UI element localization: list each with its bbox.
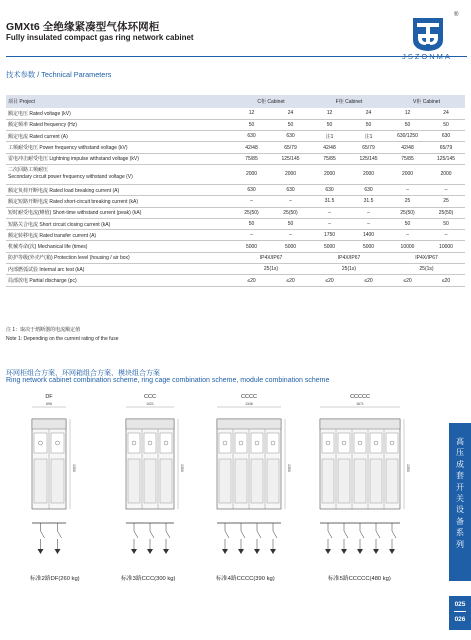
note-en: Note 1: Depending on the current rating of the fuse <box>6 336 119 342</box>
mimic-panel <box>51 433 64 453</box>
row-label-cn: 二次回路工频耐压 <box>8 167 49 174</box>
cell: 630 <box>427 131 465 142</box>
cell: 25(1s) <box>232 264 310 275</box>
table-row <box>6 230 465 241</box>
cable-compartment-door <box>51 459 64 503</box>
cabinet-top-box <box>320 419 400 429</box>
caption-df: 标准2路DF(260 kg) <box>30 576 80 582</box>
cell: – <box>310 207 349 218</box>
cable-compartment-door <box>160 459 172 503</box>
cell: – <box>427 230 465 241</box>
cell: IP4X/IP67 <box>388 252 465 263</box>
cabinet-top-box <box>217 419 281 429</box>
cell: 75/85 <box>388 153 427 164</box>
unit-width-label: 1346 <box>245 402 253 406</box>
mimic-panel <box>128 433 140 453</box>
row-label: 雷电冲击耐受电压 Lightning impulse withstand voltage (kV) <box>6 153 232 164</box>
cell: ≤20 <box>232 275 271 286</box>
table-row <box>6 153 465 164</box>
cable-compartment-door <box>128 459 140 503</box>
cell: 50 <box>388 119 427 130</box>
note-cn: 注 1：取决于熔断器的电流额定值 <box>6 327 81 333</box>
header-rule <box>6 56 467 57</box>
cell: 2000 <box>271 164 310 184</box>
cell: 25(50) <box>427 207 465 218</box>
unit-height-label: 1350 <box>287 464 291 472</box>
cable-termination-symbol <box>325 549 331 554</box>
cable-termination-symbol <box>163 549 169 554</box>
parameters-table <box>6 95 465 287</box>
cell: 50 <box>271 119 310 130</box>
cell: ≤20 <box>310 275 349 286</box>
unit-name: DF <box>45 394 53 400</box>
cable-termination-symbol <box>147 549 153 554</box>
cell: 125/145 <box>349 153 388 164</box>
cell: 65/79 <box>349 142 388 153</box>
table-row <box>6 207 465 218</box>
cell: 5000 <box>349 241 388 252</box>
cell: 42/48 <box>388 142 427 153</box>
switch-blade <box>257 531 261 538</box>
header-group-c: C柜 Cabinet <box>232 95 310 108</box>
mimic-panel <box>338 433 350 453</box>
mimic-panel <box>386 433 398 453</box>
cell: 10000 <box>427 241 465 252</box>
cell: IP4X/IP67 <box>310 252 388 263</box>
switch-blade <box>273 531 277 538</box>
row-label: 额定电压 Rated voltage (kV) <box>6 108 232 119</box>
row-label: 工频耐受电压 Power frequency withstand voltage (kV) <box>6 142 232 153</box>
cell: 5000 <box>232 241 271 252</box>
tech-section-title: 技术参数 / Technical Parameters <box>6 70 112 79</box>
switch-blade <box>241 531 245 538</box>
cell: 1400 <box>349 230 388 241</box>
cell: IP4X/IP67 <box>232 252 310 263</box>
cell: 24 <box>427 108 465 119</box>
cell: 12 <box>310 108 349 119</box>
cell: 2000 <box>427 164 465 184</box>
cable-compartment-door <box>386 459 398 503</box>
switch-blade <box>225 531 229 538</box>
table-row <box>6 196 465 207</box>
mimic-panel <box>354 433 366 453</box>
category-side-tab <box>449 423 471 581</box>
cell: 50 <box>232 218 271 229</box>
cell: 630/1250 <box>388 131 427 142</box>
registered-mark: ® <box>454 12 459 18</box>
page-number-divider <box>454 611 466 612</box>
cell: 2000 <box>349 164 388 184</box>
row-label: 额定负荷开断电流 Rated load breaking current (A) <box>6 184 232 195</box>
cell: 125/145 <box>427 153 465 164</box>
cell: 1750 <box>310 230 349 241</box>
cabinet-top-box <box>126 419 174 429</box>
brand-mark-icon <box>409 14 447 52</box>
cable-termination-symbol <box>373 549 379 554</box>
row-label: 额定电流 Rated current (A) <box>6 131 232 142</box>
row-label: 短时耐受电流(峰值) Short-time withstand current (peak) (kA) <box>6 207 232 218</box>
cabinet-top-box <box>32 419 66 429</box>
cell: 12 <box>232 108 271 119</box>
cell: – <box>271 196 310 207</box>
cell: 50 <box>271 218 310 229</box>
caption-ccc: 标准3路CCC(300 kg) <box>121 576 176 582</box>
cell: – <box>349 218 388 229</box>
cell: 50 <box>349 119 388 130</box>
cable-compartment-door <box>267 459 279 503</box>
caption-ccccc: 标准5路CCCCC(480 kg) <box>328 576 391 582</box>
cable-termination-symbol <box>238 549 244 554</box>
cable-compartment-door <box>338 459 350 503</box>
cell: 2000 <box>310 164 349 184</box>
cell: 24 <box>349 108 388 119</box>
unit-height-label: 1350 <box>72 464 76 472</box>
switch-blade <box>344 531 348 538</box>
row-label-en: Secondary circuit power frequency withstand voltage (V) <box>8 174 133 181</box>
header-project: 项目 Project <box>6 95 232 108</box>
table-row <box>6 142 465 153</box>
cell: 25(1s) <box>310 264 388 275</box>
cable-termination-symbol <box>222 549 228 554</box>
switch-blade <box>328 531 332 538</box>
cell: – <box>388 184 427 195</box>
cell: 65/79 <box>271 142 310 153</box>
mimic-panel <box>322 433 334 453</box>
cable-compartment-door <box>235 459 247 503</box>
cell: 42/48 <box>232 142 271 153</box>
table-row <box>6 275 465 286</box>
cell: ≤20 <box>349 275 388 286</box>
cabinet-diagram <box>26 393 436 593</box>
cell: 50 <box>232 119 271 130</box>
mimic-panel <box>144 433 156 453</box>
cell: 25 <box>388 196 427 207</box>
cell: ≤20 <box>388 275 427 286</box>
cell: 25(50) <box>232 207 271 218</box>
cable-compartment-door <box>34 459 47 503</box>
cable-termination-symbol <box>38 549 44 554</box>
cell: 50 <box>310 119 349 130</box>
row-label: 局部放电 Partial discharge (pc) <box>6 275 232 286</box>
cell: 5000 <box>271 241 310 252</box>
unit-name: CCCC <box>241 394 257 400</box>
header-group-v: V柜 Cabinet <box>388 95 465 108</box>
page-number-first: 025 <box>454 601 466 608</box>
side-tab-label: 高压成套开关设备系列 <box>456 437 464 549</box>
cabinet-diagram-svg <box>26 393 436 593</box>
cell: 630 <box>232 184 271 195</box>
cell: 24 <box>271 108 310 119</box>
switch-blade <box>150 531 154 538</box>
row-label: 额定转移电流 Rated transfer current (A) <box>6 230 232 241</box>
table-row <box>6 184 465 195</box>
cell: 125/145 <box>271 153 310 164</box>
cable-termination-symbol <box>389 549 395 554</box>
header-group-f: F柜 Cabinet <box>310 95 388 108</box>
cell: – <box>427 184 465 195</box>
cable-compartment-door <box>251 459 263 503</box>
table-row <box>6 252 465 263</box>
cell: 10000 <box>388 241 427 252</box>
row-label: 额定短路开断电流 Rated short-circuit breaking current (kA) <box>6 196 232 207</box>
cell: 630 <box>310 184 349 195</box>
cable-termination-symbol <box>341 549 347 554</box>
row-label: 机械寿命(次) Mechanical life (times) <box>6 241 232 252</box>
switch-blade <box>166 531 170 538</box>
cell: – <box>232 230 271 241</box>
cell: – <box>271 230 310 241</box>
unit-width-label: 1021 <box>146 402 154 406</box>
cell: 42/48 <box>310 142 349 153</box>
cell: – <box>232 196 271 207</box>
cell: 25(50) <box>388 207 427 218</box>
table-row <box>6 119 465 130</box>
cell: 50 <box>427 119 465 130</box>
combo-section-title-en: Ring network cabinet combination scheme, ring cage combination scheme, module combination scheme <box>6 377 330 384</box>
cell: 12 <box>388 108 427 119</box>
switch-blade <box>376 531 380 538</box>
cable-compartment-door <box>219 459 231 503</box>
cable-compartment-door <box>144 459 156 503</box>
page-number-second: 026 <box>454 616 466 623</box>
cell: 50 <box>427 218 465 229</box>
cable-termination-symbol <box>131 549 137 554</box>
table-row <box>6 241 465 252</box>
table-row <box>6 131 465 142</box>
cell: 31.5 <box>310 196 349 207</box>
page-number-box <box>449 596 471 630</box>
cell: – <box>349 207 388 218</box>
table-row <box>6 218 465 229</box>
cell: – <box>388 230 427 241</box>
switch-blade <box>392 531 396 538</box>
cable-termination-symbol <box>270 549 276 554</box>
cell: 2000 <box>232 164 271 184</box>
cable-termination-symbol <box>55 549 61 554</box>
switch-blade <box>58 531 62 538</box>
cell: 2000 <box>388 164 427 184</box>
unit-width-label: 696 <box>46 402 52 406</box>
cell: 50 <box>388 218 427 229</box>
unit-width-label: 1671 <box>356 402 364 406</box>
table-row <box>6 108 465 119</box>
unit-name: CCC <box>144 394 156 400</box>
cell: 630 <box>271 184 310 195</box>
cell: 注1 <box>349 131 388 142</box>
cable-compartment-door <box>354 459 366 503</box>
row-label: 额定频率 Rated frequency (Hz) <box>6 119 232 130</box>
mimic-panel <box>160 433 172 453</box>
cable-compartment-door <box>322 459 334 503</box>
row-label: 短路关合电流 Short circuit closing current (kA) <box>6 218 232 229</box>
cell: 65/79 <box>427 142 465 153</box>
brand-logo <box>383 14 467 68</box>
unit-height-label: 1350 <box>180 464 184 472</box>
mimic-panel <box>267 433 279 453</box>
combo-section-title-cn: 环网柜组合方案、环网箱组合方案、模块组合方案 <box>6 370 160 377</box>
mimic-panel <box>370 433 382 453</box>
cable-termination-symbol <box>254 549 260 554</box>
cable-termination-symbol <box>357 549 363 554</box>
cell: 75/85 <box>232 153 271 164</box>
cable-compartment-door <box>370 459 382 503</box>
mimic-panel <box>34 433 47 453</box>
cell: 5000 <box>310 241 349 252</box>
unit-height-label: 1350 <box>406 464 410 472</box>
table-row <box>6 264 465 275</box>
cell: 25 <box>427 196 465 207</box>
table-header-row <box>6 95 465 108</box>
cell: 注1 <box>310 131 349 142</box>
mimic-panel <box>251 433 263 453</box>
title-cn: GMXt6 全绝缘紧凑型气体环网柜 <box>6 21 160 33</box>
switch-blade <box>360 531 364 538</box>
mimic-panel <box>219 433 231 453</box>
cell: 25(1s) <box>388 264 465 275</box>
switch-blade <box>41 531 45 538</box>
cell: 630 <box>349 184 388 195</box>
caption-cccc: 标准4路CCCC(390 kg) <box>216 576 275 582</box>
cell: 630 <box>232 131 271 142</box>
cell: ≤20 <box>271 275 310 286</box>
row-label: 防护等级(外壳/气箱) Protection level (housing / air box) <box>6 252 232 263</box>
cell: 75/85 <box>310 153 349 164</box>
cell: 25(50) <box>271 207 310 218</box>
switch-blade <box>134 531 138 538</box>
row-label <box>6 164 232 184</box>
cell: ≤20 <box>427 275 465 286</box>
row-label: 内部燃弧试验 Internal arc test (kA) <box>6 264 232 275</box>
table-row <box>6 164 465 184</box>
unit-name: CCCCC <box>350 394 370 400</box>
title-en: Fully insulated compact gas ring network cabinet <box>6 33 194 42</box>
cell: 31.5 <box>349 196 388 207</box>
mimic-panel <box>235 433 247 453</box>
cell: 630 <box>271 131 310 142</box>
cell: – <box>310 218 349 229</box>
